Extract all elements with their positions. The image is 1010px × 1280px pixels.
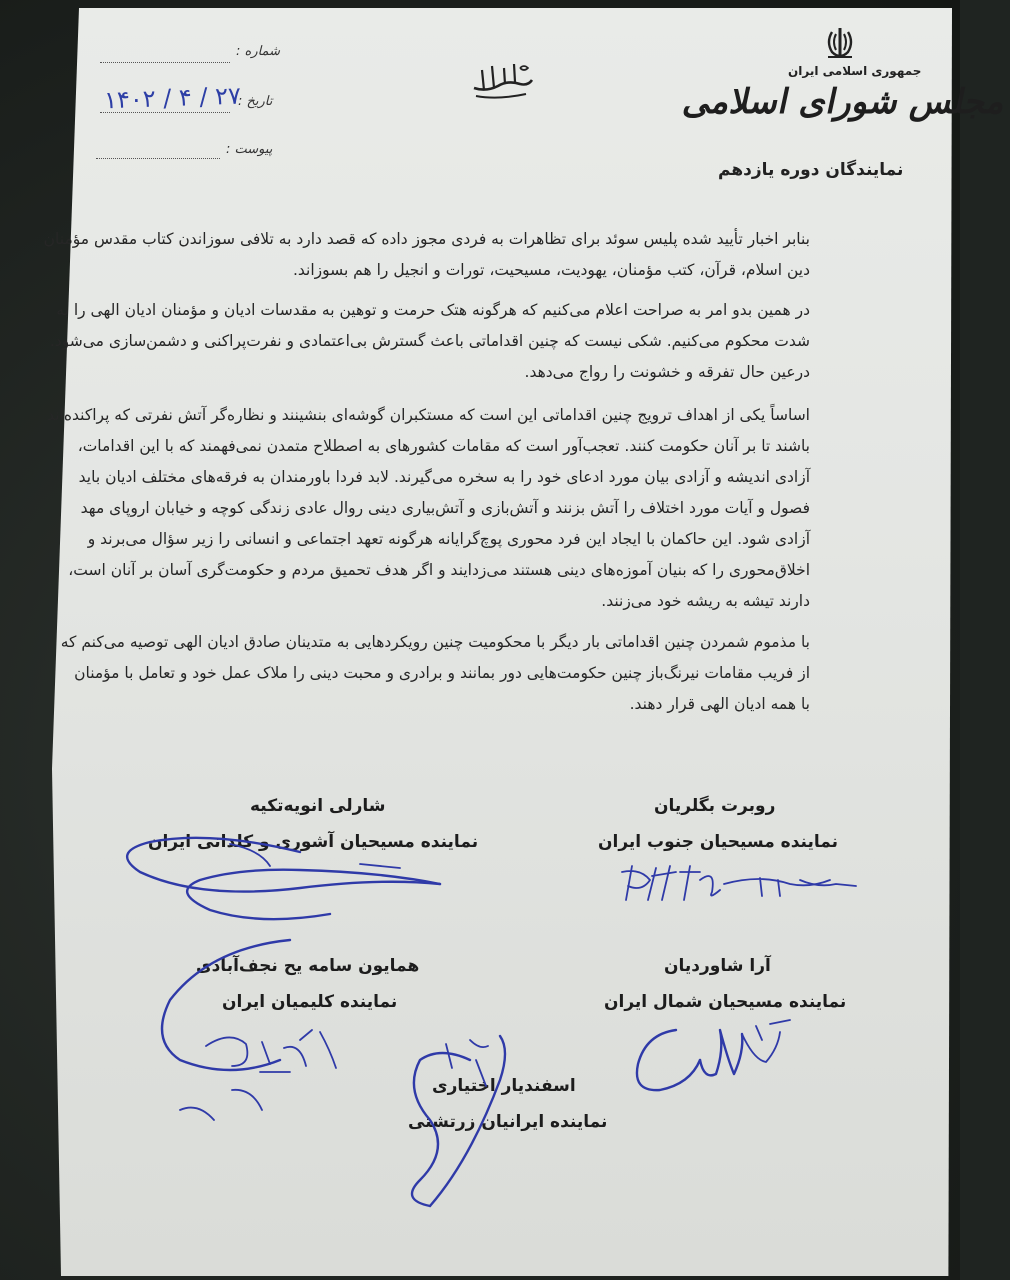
body-line: از فریب مقامات نیرنگ‌باز چنین حکومت‌هایی دور بمانند و برادری و محبت دینی را ملاک عمل خود و تعامل با مؤمنان	[74, 664, 810, 682]
number-dotted-line	[100, 62, 230, 63]
basmala-calligraphy	[468, 58, 538, 102]
body-line: با همه ادیان الهی قرار دهند.	[629, 695, 810, 713]
body-line: آزادی اندیشه و آزادی بیان مورد ادعای خود را به سخره می‌گیرند. لابد فردا باورمندان به فرقه‌های مختلف ادیان باید	[78, 468, 810, 486]
signatory-name: روبرت بگلریان	[654, 796, 776, 816]
body-line: بنابر اخبار تأیید شده پلیس سوئد برای تظاهرات به فردی مجوز داده که قصد دارد به تلافی سوزاندن کتاب مقدس مؤمنان	[43, 230, 810, 248]
signatory-name: شارلی انویه‌تکیه	[250, 796, 386, 816]
date-label: تاریخ :	[238, 94, 273, 109]
signatory-name: همایون سامه یح نجف‌آبادی	[196, 956, 420, 976]
org-term-line: نمایندگان دوره یازدهم	[718, 160, 904, 180]
body-line: با مذموم شمردن چنین اقداماتی بار دیگر با محکومیت چنین رویکردهایی به متدینان صادق ادیان الهی توصیه می‌کنم که	[60, 633, 810, 651]
signatory-name: آرا شاوردیان	[664, 956, 771, 976]
body-line: درعین حال تفرقه و خشونت را رواج می‌دهد.	[524, 363, 810, 381]
body-line: در همین بدو امر به صراحت اعلام می‌کنیم که هرگونه هتک حرمت و توهین به مقدسات ادیان و مؤمنان ادیان الهی را به	[56, 301, 810, 319]
signatory-title: نماینده مسیحیان آشوری و کلدانی ایران	[148, 832, 479, 852]
body-line: فصول و آیات مورد اختلاف را آتش بزنند و آتش‌بازی و آتش‌بیاری دینی روال عادی زندگی کوچه و خیابان اروپای مهد	[80, 499, 810, 517]
body-line: اخلاق‌محوری را که بنیان آموزه‌های دینی هستند می‌زدایند و اگر هدف تحمیق مردم و حکومت‌گری آسان بر آنان است،	[68, 561, 810, 579]
org-name: مجلس شورای اسلامی	[679, 82, 1010, 122]
iran-emblem-icon	[822, 26, 858, 60]
org-country-line: جمهوری اسلامی ایران	[788, 64, 922, 78]
number-label: شماره :	[236, 44, 280, 59]
attachment-dotted-line	[96, 158, 220, 159]
signatory-title: نماینده مسیحیان شمال ایران	[604, 992, 847, 1012]
body-line: باشند تا بر آنان حکومت کنند. تعجب‌آور است که مقامات کشورهای به اصطلاح متمدن نمی‌فهمند که با این اقدامات،	[77, 437, 810, 455]
body-line: آزادی شود. این حاکمان با ایجاد این فرد محوری پوچ‌گرایانه هرگونه تعهد اجتماعی و انسانی را زیر سؤال می‌برند و	[87, 530, 810, 548]
signatory-name: اسفندیار اختیاری	[432, 1076, 576, 1096]
body-line: دارند تیشه به ریشه خود می‌زنند.	[601, 592, 810, 610]
signatory-title: نماینده کلیمیان ایران	[222, 992, 398, 1012]
attachment-label: پیوست :	[226, 142, 273, 157]
body-line: دین اسلام، قرآن، کتب مؤمنان، یهودیت، مسیحیت، تورات و انجیل را هم بسوزاند.	[292, 261, 810, 279]
signatory-title: نماینده مسیحیان جنوب ایران	[598, 832, 839, 852]
body-line: اساساً یکی از اهداف ترویج چنین اقداماتی این است که مستکبران گوشه‌ای بنشینند و نظاره‌گر آتش نفرتی که پراکنده‌اند	[47, 406, 810, 424]
body-line: شدت محکوم می‌کنیم. شکی نیست که چنین اقداماتی باعث گسترش بی‌اعتمادی و نفرت‌پراکنی و دشمن‌سازی می‌شود.	[49, 332, 810, 350]
signatory-title: نماینده ایرانیان زرتشتی	[408, 1112, 608, 1132]
handwritten-date: ۱۴۰۲ / ۴ / ۲۷	[103, 81, 242, 115]
